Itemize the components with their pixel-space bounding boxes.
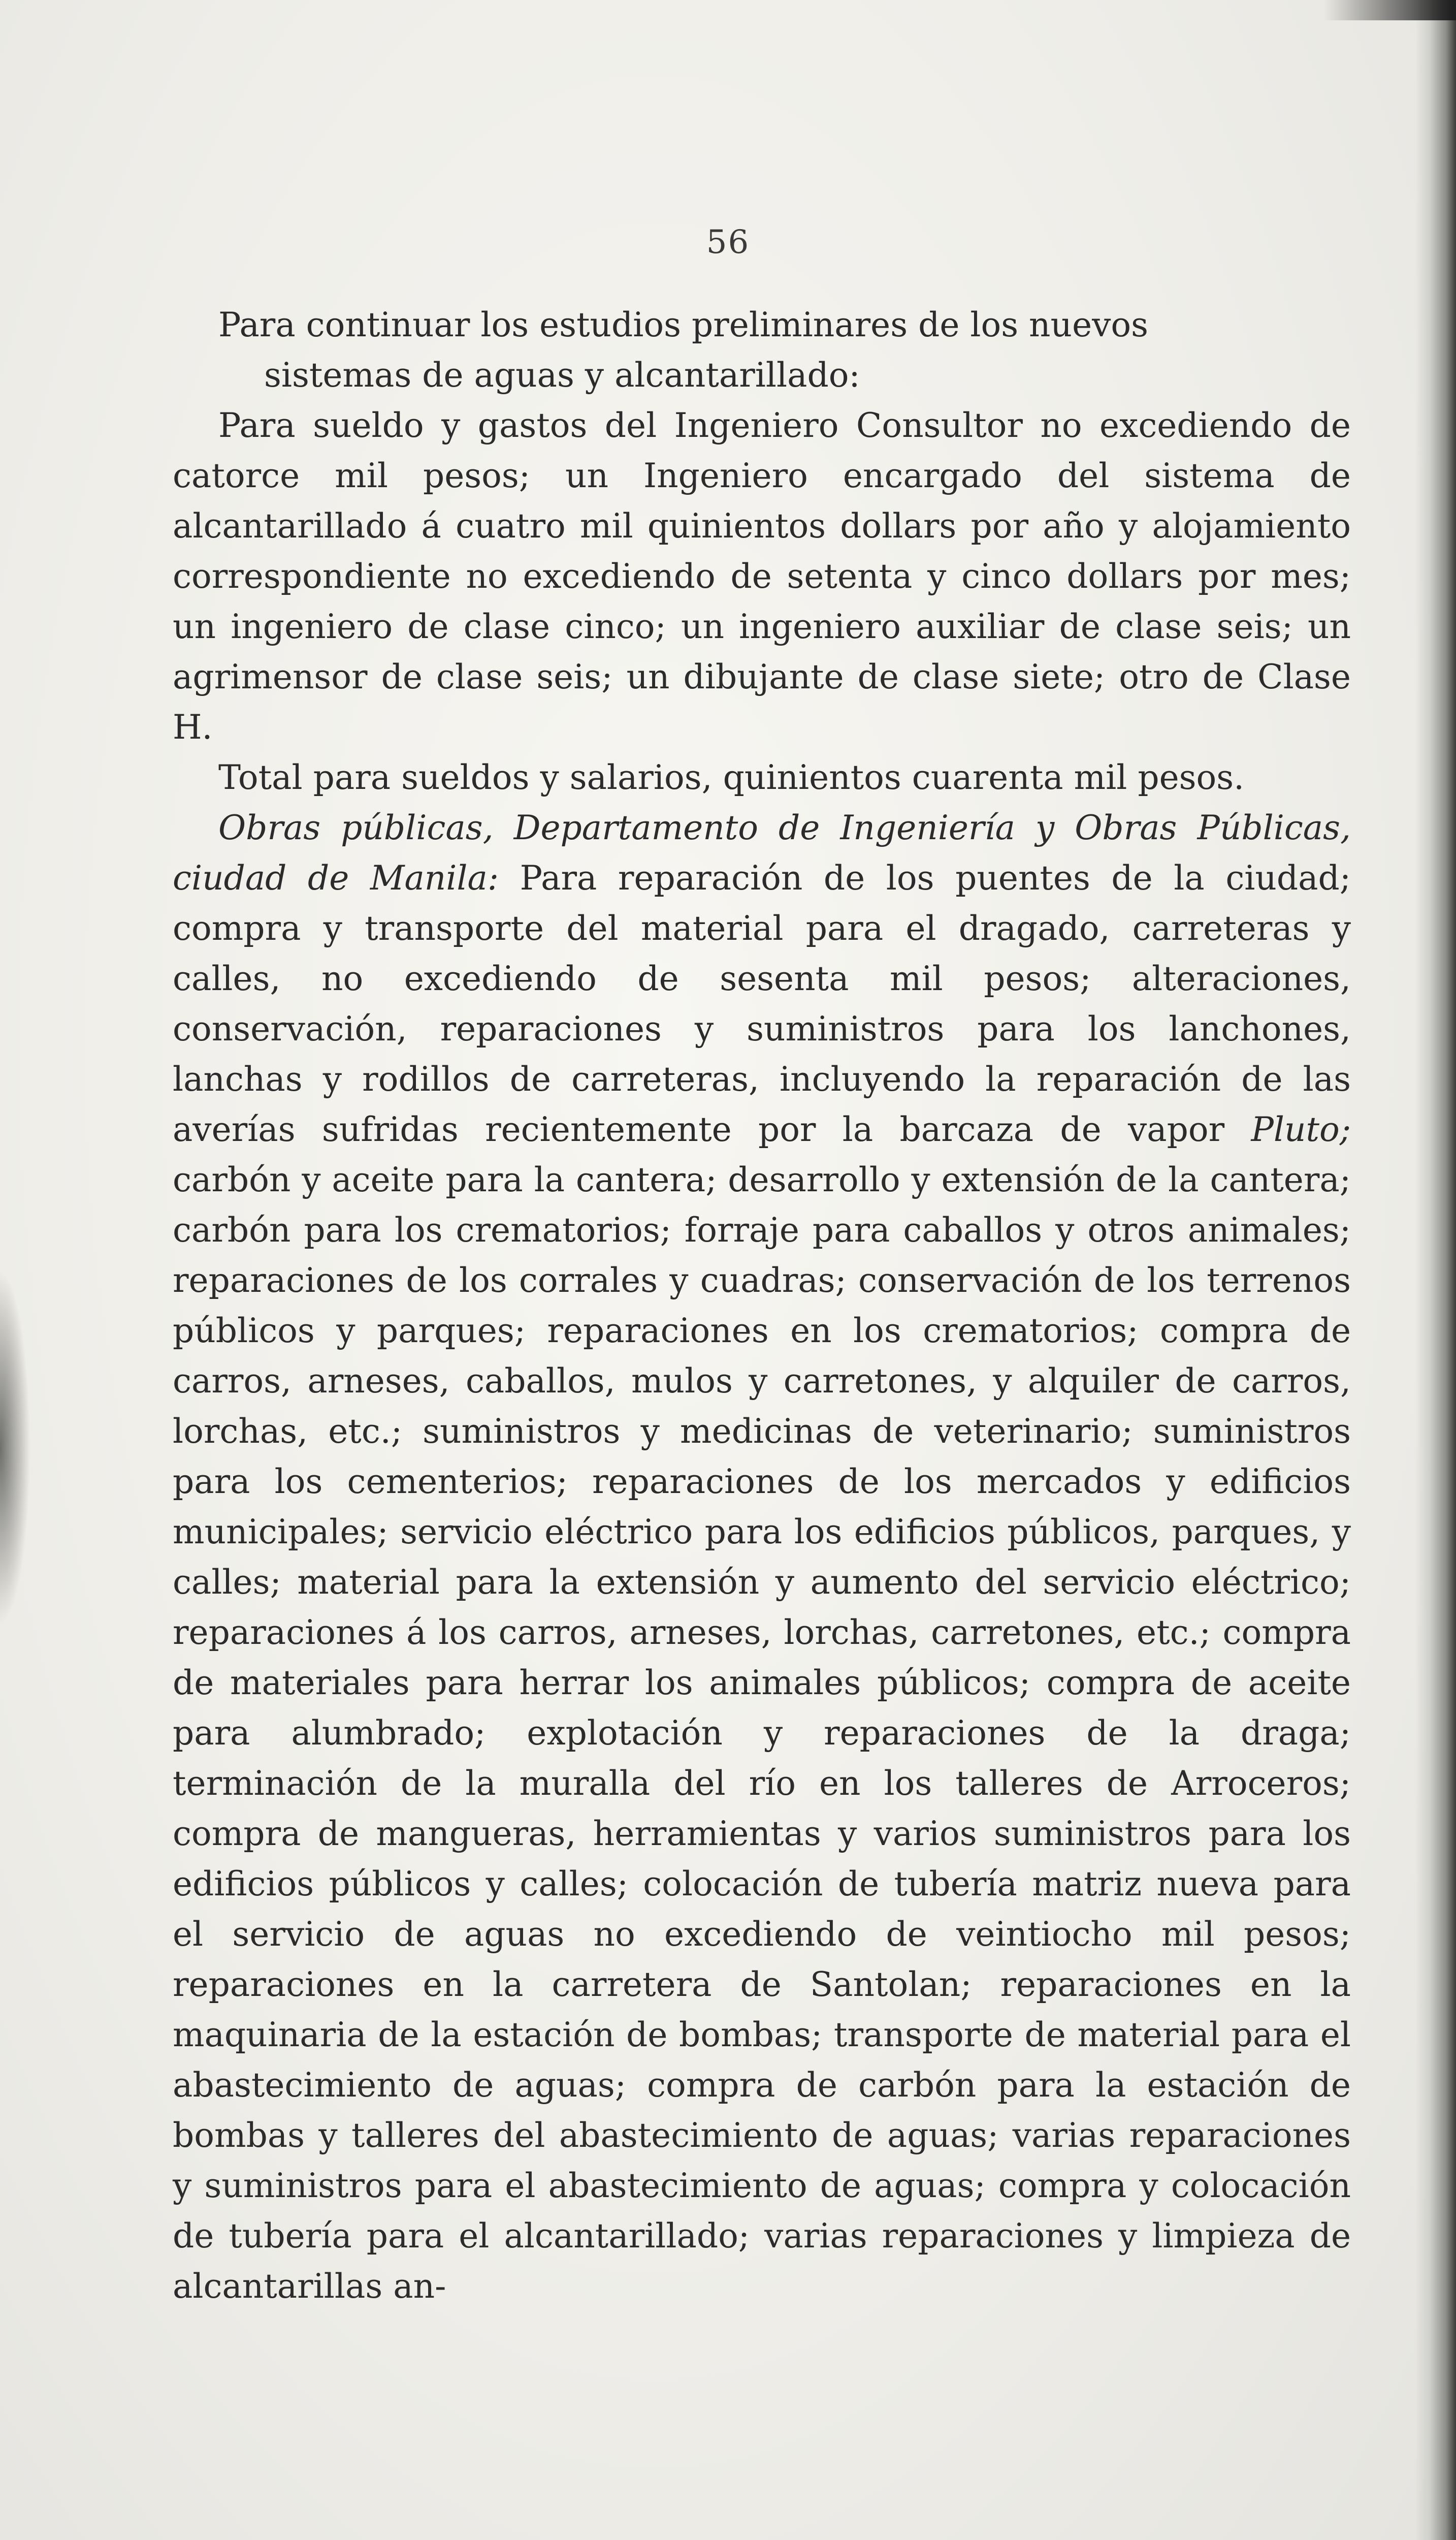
paragraph-total: Total para sueldos y salarios, quinientos cuarenta mil pesos. <box>218 758 1245 797</box>
top-corner-shadow <box>1324 0 1456 20</box>
paragraph-intro <box>173 300 1351 400</box>
paragraph-salaries: Para sueldo y gastos del Ingeniero Consultor no excediendo de catorce mil pesos; un Ingeniero encargado del sistema de alcantarillado á cuatro mil quinientos dollars por año y alojamiento correspondiente no excediendo de setenta y cinco dollars por mes; un ingeniero de clase cinco; un ingeniero auxiliar de clase seis; un agrimensor de clase seis; un dibujante de clase siete; otro de Clase H. <box>173 406 1351 747</box>
public-works-heading: Obras públicas, Departamento de Ingeniería y Obras Públicas, ciudad de Manila: <box>173 808 1351 898</box>
public-works-text-part2: carbón y aceite para la cantera; desarrollo y extensión de la cantera; carbón para los crematorios; forraje para caballos y otros animales; reparaciones de los corrales y cuadras; conservación de los terrenos públicos y parques; reparaciones en los crematorios; compra de carros, arneses, caballos, mulos y carretones, y alquiler de carros, lorchas, etc.; suministros y medicinas de veterinario; suministros para los cementerios; reparaciones de los mercados y edificios municipales; servicio eléctrico para los edificios públicos, parques, y calles; material para la extensión y aumento del servicio eléctrico; reparaciones á los carros, arneses, lorchas, carretones, etc.; compra de materiales para herrar los animales públicos; compra de aceite para alumbrado; explotación y reparaciones de la draga; terminación de la muralla del río en los talleres de Arroceros; compra de mangueras, herramientas y varios suministros para los edificios públicos y calles; colocación de tubería matriz nueva para el servicio de aguas no excediendo de veintiocho mil pesos; reparaciones en la carretera de Santolan; reparaciones en la maquinaria de la estación de bombas; transporte de material para el abastecimiento de aguas; compra de carbón para la estación de bombas y talleres del abastecimiento de aguas; varias reparaciones y suministros para el abastecimiento de aguas; compra y colocación de tubería para el alcantarillado; varias reparaciones y limpieza de alcantarillas an- <box>173 1160 1351 2306</box>
body-text <box>173 300 1351 2311</box>
left-edge-shadow <box>0 1270 30 1626</box>
paragraph-intro-line1: Para continuar los estudios preliminares de los nuevos <box>218 305 1149 344</box>
paragraph-public-works <box>173 803 1351 2311</box>
page-number: 56 <box>706 224 750 261</box>
public-works-text-part1: Para reparación de los puentes de la ciudad; compra y transporte del material para el dragado, carreteras y calles, no excediendo de sesenta mil pesos; alteraciones, conservación, reparaciones y suministros para los lanchones, lanchas y rodillos de carreteras, incluyendo la reparación de las averías sufridas recientemente por la barcaza de vapor <box>173 859 1351 1149</box>
vessel-name-pluto: Pluto; <box>1251 1110 1351 1149</box>
right-page-edge <box>1415 0 1456 2540</box>
paragraph-intro-line2: sistemas de aguas y alcantarillado: <box>264 356 860 395</box>
